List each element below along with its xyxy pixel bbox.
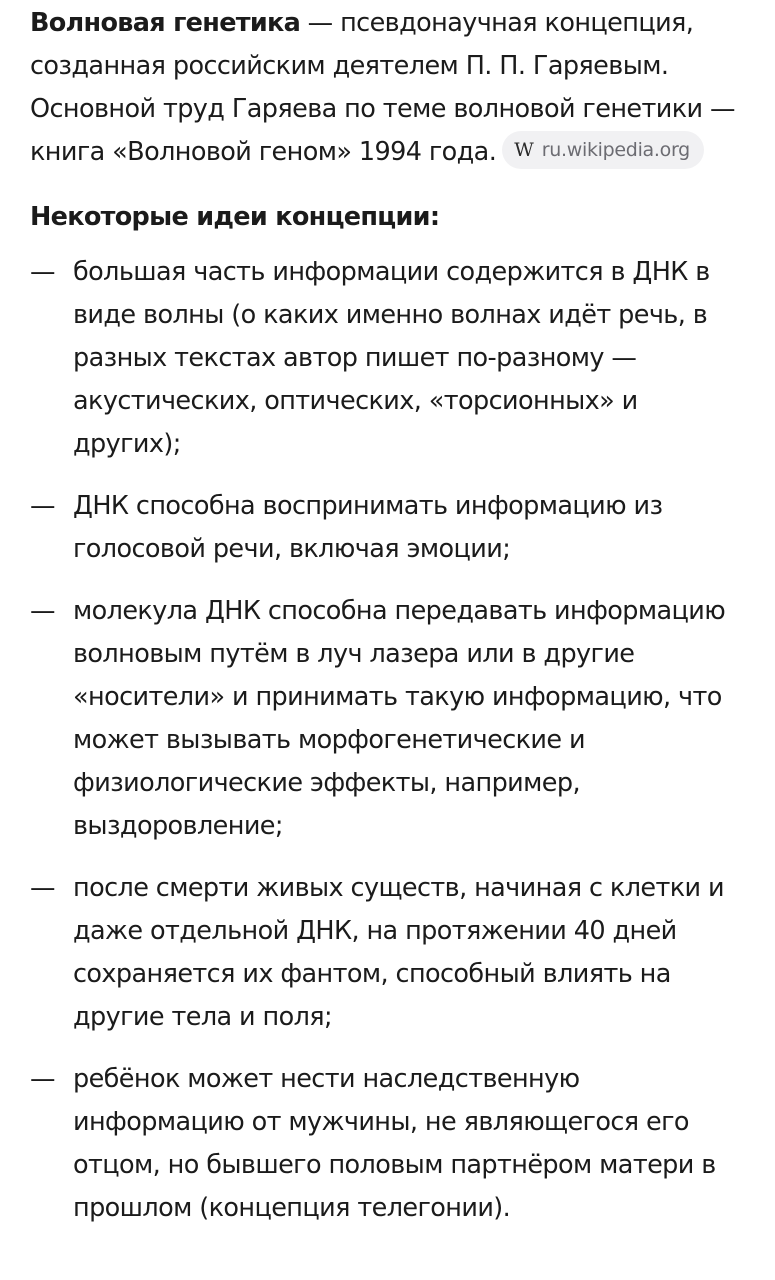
list-item (30, 251, 745, 466)
wikipedia-icon: W (514, 139, 533, 161)
idea-text: молекула ДНК способна передавать информацию волновым путём в луч лазера или в другие «носители» и принимать такую информацию, что может вызывать морфогенетические и физиологические эффекты, например, выздоровление; (73, 596, 726, 841)
list-item (30, 590, 745, 848)
idea-text: ребёнок может нести наследственную информацию от мужчины, не являющегося его отцом, но бывшего половым партнёром матери в прошлом (концепция телегонии). (73, 1064, 716, 1223)
idea-text: после смерти живых существ, начиная с клетки и даже отдельной ДНК, на протяжении 40 дней сохраняется их фантом, способный влиять на другие тела и поля; (73, 873, 724, 1032)
term-title: Волновая генетика (30, 8, 301, 38)
ideas-list (30, 251, 745, 1230)
dash-marker: — (30, 873, 55, 903)
idea-text: ДНК способна воспринимать информацию из голосовой речи, включая эмоции; (73, 491, 663, 564)
definition-text: — псевдонаучная концепция, созданная российским деятелем П. П. Гаряевым. Основной труд Гаряева по теме волновой генетики — книга «Волновой геном» 1994 года. (30, 8, 735, 167)
ideas-heading: Некоторые идеи концепции: (30, 202, 440, 232)
source-link[interactable] (502, 131, 704, 169)
idea-text: большая часть информации содержится в ДНК в виде волны (о каких именно волнах идёт речь, в разных текстах автор пишет по-разному — акустических, оптических, «торсионных» и других); (73, 257, 710, 459)
list-item (30, 1058, 745, 1230)
list-item (30, 867, 745, 1039)
list-item (30, 485, 745, 571)
intro-paragraph (30, 2, 745, 174)
dash-marker: — (30, 257, 55, 287)
source-domain: ru.wikipedia.org (541, 139, 690, 161)
dash-marker: — (30, 1064, 55, 1094)
dash-marker: — (30, 596, 55, 626)
dash-marker: — (30, 491, 55, 521)
